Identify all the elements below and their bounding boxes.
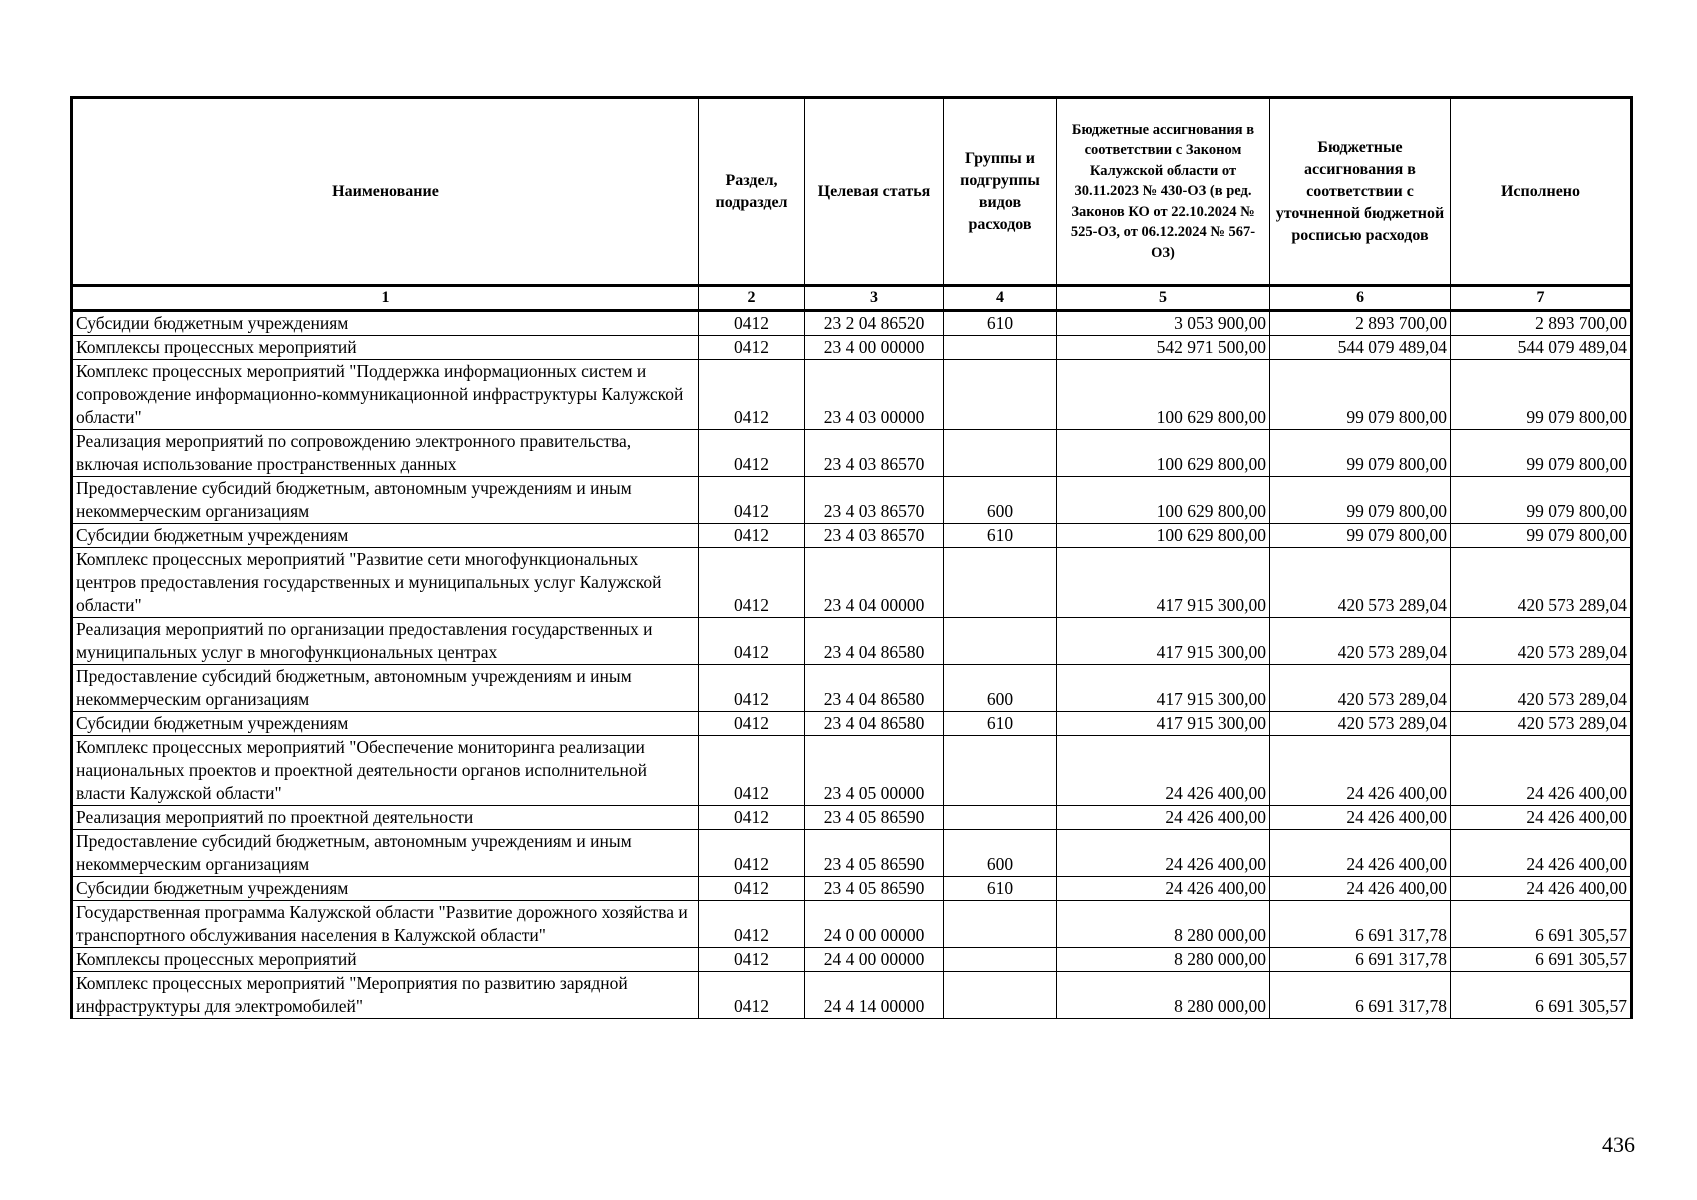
row-vid — [944, 901, 1057, 948]
row-statya: 23 4 05 00000 — [805, 736, 944, 806]
row-statya: 23 4 00 00000 — [805, 336, 944, 360]
row-done: 99 079 800,00 — [1451, 477, 1632, 524]
row-done: 24 426 400,00 — [1451, 736, 1632, 806]
row-razdel: 0412 — [699, 712, 805, 736]
budget-table — [70, 96, 1633, 1019]
table-row — [72, 548, 1632, 618]
row-done: 6 691 305,57 — [1451, 972, 1632, 1019]
row-rospis: 99 079 800,00 — [1270, 360, 1451, 430]
column-number-row — [72, 286, 1632, 311]
row-law: 24 426 400,00 — [1057, 830, 1270, 877]
table-row — [72, 830, 1632, 877]
table-row — [72, 901, 1632, 948]
row-law: 8 280 000,00 — [1057, 972, 1270, 1019]
row-razdel: 0412 — [699, 877, 805, 901]
row-razdel: 0412 — [699, 736, 805, 806]
row-done: 420 573 289,04 — [1451, 548, 1632, 618]
row-done: 2 893 700,00 — [1451, 311, 1632, 336]
column-number: 3 — [805, 286, 944, 311]
row-rospis: 420 573 289,04 — [1270, 665, 1451, 712]
column-number: 1 — [72, 286, 699, 311]
header-done: Исполнено — [1451, 98, 1632, 286]
header-statya: Целевая статья — [805, 98, 944, 286]
row-law: 100 629 800,00 — [1057, 360, 1270, 430]
row-name: Предоставление субсидий бюджетным, автономным учреждениям и иным некоммерческим организациям — [72, 830, 699, 877]
header-row — [72, 98, 1632, 286]
row-statya: 23 4 05 86590 — [805, 877, 944, 901]
row-law: 417 915 300,00 — [1057, 712, 1270, 736]
row-vid — [944, 806, 1057, 830]
table-row — [72, 665, 1632, 712]
row-law: 100 629 800,00 — [1057, 430, 1270, 477]
header-vid: Группы и подгруппы видов расходов — [944, 98, 1057, 286]
row-razdel: 0412 — [699, 972, 805, 1019]
row-statya: 23 4 04 86580 — [805, 712, 944, 736]
table-row — [72, 948, 1632, 972]
row-rospis: 6 691 317,78 — [1270, 972, 1451, 1019]
row-done: 99 079 800,00 — [1451, 524, 1632, 548]
row-rospis: 420 573 289,04 — [1270, 618, 1451, 665]
row-rospis: 99 079 800,00 — [1270, 524, 1451, 548]
row-done: 6 691 305,57 — [1451, 948, 1632, 972]
row-done: 420 573 289,04 — [1451, 712, 1632, 736]
table-row — [72, 430, 1632, 477]
row-done: 24 426 400,00 — [1451, 877, 1632, 901]
row-name: Субсидии бюджетным учреждениям — [72, 712, 699, 736]
row-done: 6 691 305,57 — [1451, 901, 1632, 948]
row-statya: 24 4 14 00000 — [805, 972, 944, 1019]
row-rospis: 420 573 289,04 — [1270, 548, 1451, 618]
table-row — [72, 736, 1632, 806]
row-law: 542 971 500,00 — [1057, 336, 1270, 360]
row-statya: 23 4 04 86580 — [805, 618, 944, 665]
row-law: 417 915 300,00 — [1057, 618, 1270, 665]
row-law: 24 426 400,00 — [1057, 736, 1270, 806]
row-statya: 23 4 04 86580 — [805, 665, 944, 712]
row-vid: 610 — [944, 712, 1057, 736]
row-name: Комплекс процессных мероприятий "Мероприятия по развитию зарядной инфраструктуры для электромобилей" — [72, 972, 699, 1019]
row-rospis: 24 426 400,00 — [1270, 806, 1451, 830]
row-name: Предоставление субсидий бюджетным, автономным учреждениям и иным некоммерческим организациям — [72, 665, 699, 712]
row-done: 544 079 489,04 — [1451, 336, 1632, 360]
row-rospis: 2 893 700,00 — [1270, 311, 1451, 336]
row-rospis: 544 079 489,04 — [1270, 336, 1451, 360]
row-razdel: 0412 — [699, 430, 805, 477]
row-vid — [944, 618, 1057, 665]
row-name: Государственная программа Калужской области "Развитие дорожного хозяйства и транспортного обслуживания населения в Калужской области" — [72, 901, 699, 948]
row-law: 8 280 000,00 — [1057, 948, 1270, 972]
row-vid — [944, 736, 1057, 806]
row-name: Комплекс процессных мероприятий "Развитие сети многофункциональных центров предоставления государственных и муниципальных услуг Калужской области" — [72, 548, 699, 618]
column-number: 4 — [944, 286, 1057, 311]
row-law: 100 629 800,00 — [1057, 477, 1270, 524]
row-statya: 23 4 05 86590 — [805, 806, 944, 830]
row-rospis: 24 426 400,00 — [1270, 830, 1451, 877]
row-razdel: 0412 — [699, 311, 805, 336]
row-statya: 23 4 04 00000 — [805, 548, 944, 618]
row-name: Реализация мероприятий по проектной деятельности — [72, 806, 699, 830]
table-row — [72, 712, 1632, 736]
table-row — [72, 806, 1632, 830]
row-statya: 23 4 05 86590 — [805, 830, 944, 877]
header-rospis: Бюджетные ассигнования в соответствии с уточненной бюджетной росписью расходов — [1270, 98, 1451, 286]
column-number: 7 — [1451, 286, 1632, 311]
row-vid — [944, 360, 1057, 430]
row-vid — [944, 548, 1057, 618]
row-razdel: 0412 — [699, 665, 805, 712]
row-name: Комплексы процессных мероприятий — [72, 336, 699, 360]
column-number: 6 — [1270, 286, 1451, 311]
page-number: 436 — [1602, 1132, 1635, 1157]
row-statya: 24 0 00 00000 — [805, 901, 944, 948]
row-law: 8 280 000,00 — [1057, 901, 1270, 948]
row-rospis: 6 691 317,78 — [1270, 901, 1451, 948]
row-done: 420 573 289,04 — [1451, 665, 1632, 712]
row-vid: 610 — [944, 877, 1057, 901]
row-razdel: 0412 — [699, 477, 805, 524]
row-name: Предоставление субсидий бюджетным, автономным учреждениям и иным некоммерческим организациям — [72, 477, 699, 524]
row-razdel: 0412 — [699, 524, 805, 548]
row-statya: 23 4 03 86570 — [805, 430, 944, 477]
table-row — [72, 877, 1632, 901]
row-vid — [944, 972, 1057, 1019]
row-razdel: 0412 — [699, 360, 805, 430]
row-statya: 23 4 03 86570 — [805, 477, 944, 524]
table-row — [72, 524, 1632, 548]
row-razdel: 0412 — [699, 548, 805, 618]
row-law: 24 426 400,00 — [1057, 806, 1270, 830]
row-done: 99 079 800,00 — [1451, 360, 1632, 430]
header-razdel: Раздел, подраздел — [699, 98, 805, 286]
row-statya: 23 4 03 86570 — [805, 524, 944, 548]
table-row — [72, 311, 1632, 336]
header-law: Бюджетные ассигнования в соответствии с Законом Калужской области от 30.11.2023 № 430-ОЗ (в ред. Законов КО от 22.10.2024 № 525-ОЗ, от 06.12.2024 № 567-ОЗ) — [1057, 98, 1270, 286]
table-row — [72, 477, 1632, 524]
row-name: Комплекс процессных мероприятий "Поддержка информационных систем и сопровождение информационно-коммуникационной инфраструктуры Калужской области" — [72, 360, 699, 430]
row-vid: 610 — [944, 524, 1057, 548]
row-razdel: 0412 — [699, 336, 805, 360]
row-razdel: 0412 — [699, 806, 805, 830]
row-razdel: 0412 — [699, 830, 805, 877]
table-row — [72, 360, 1632, 430]
row-statya: 23 2 04 86520 — [805, 311, 944, 336]
row-statya: 23 4 03 00000 — [805, 360, 944, 430]
row-law: 100 629 800,00 — [1057, 524, 1270, 548]
row-law: 3 053 900,00 — [1057, 311, 1270, 336]
table-row — [72, 336, 1632, 360]
row-done: 99 079 800,00 — [1451, 430, 1632, 477]
row-rospis: 24 426 400,00 — [1270, 877, 1451, 901]
row-razdel: 0412 — [699, 901, 805, 948]
header-name: Наименование — [72, 98, 699, 286]
row-law: 417 915 300,00 — [1057, 548, 1270, 618]
row-done: 420 573 289,04 — [1451, 618, 1632, 665]
row-rospis: 24 426 400,00 — [1270, 736, 1451, 806]
row-vid: 610 — [944, 311, 1057, 336]
column-number: 5 — [1057, 286, 1270, 311]
row-vid: 600 — [944, 665, 1057, 712]
row-vid: 600 — [944, 477, 1057, 524]
row-name: Субсидии бюджетным учреждениям — [72, 524, 699, 548]
row-name: Реализация мероприятий по сопровождению электронного правительства, включая использование пространственных данных — [72, 430, 699, 477]
row-vid — [944, 430, 1057, 477]
row-name: Комплексы процессных мероприятий — [72, 948, 699, 972]
row-statya: 24 4 00 00000 — [805, 948, 944, 972]
row-name: Субсидии бюджетным учреждениям — [72, 311, 699, 336]
row-vid — [944, 948, 1057, 972]
row-rospis: 420 573 289,04 — [1270, 712, 1451, 736]
row-razdel: 0412 — [699, 948, 805, 972]
row-name: Комплекс процессных мероприятий "Обеспечение мониторинга реализации национальных проектов и проектной деятельности органов исполнительной власти Калужской области" — [72, 736, 699, 806]
table-row — [72, 618, 1632, 665]
row-law: 417 915 300,00 — [1057, 665, 1270, 712]
row-vid — [944, 336, 1057, 360]
row-rospis: 99 079 800,00 — [1270, 430, 1451, 477]
row-done: 24 426 400,00 — [1451, 806, 1632, 830]
row-razdel: 0412 — [699, 618, 805, 665]
row-name: Реализация мероприятий по организации предоставления государственных и муниципальных услуг в многофункциональных центрах — [72, 618, 699, 665]
row-vid: 600 — [944, 830, 1057, 877]
row-name: Субсидии бюджетным учреждениям — [72, 877, 699, 901]
row-rospis: 6 691 317,78 — [1270, 948, 1451, 972]
table-row — [72, 972, 1632, 1019]
row-done: 24 426 400,00 — [1451, 830, 1632, 877]
row-rospis: 99 079 800,00 — [1270, 477, 1451, 524]
row-law: 24 426 400,00 — [1057, 877, 1270, 901]
column-number: 2 — [699, 286, 805, 311]
